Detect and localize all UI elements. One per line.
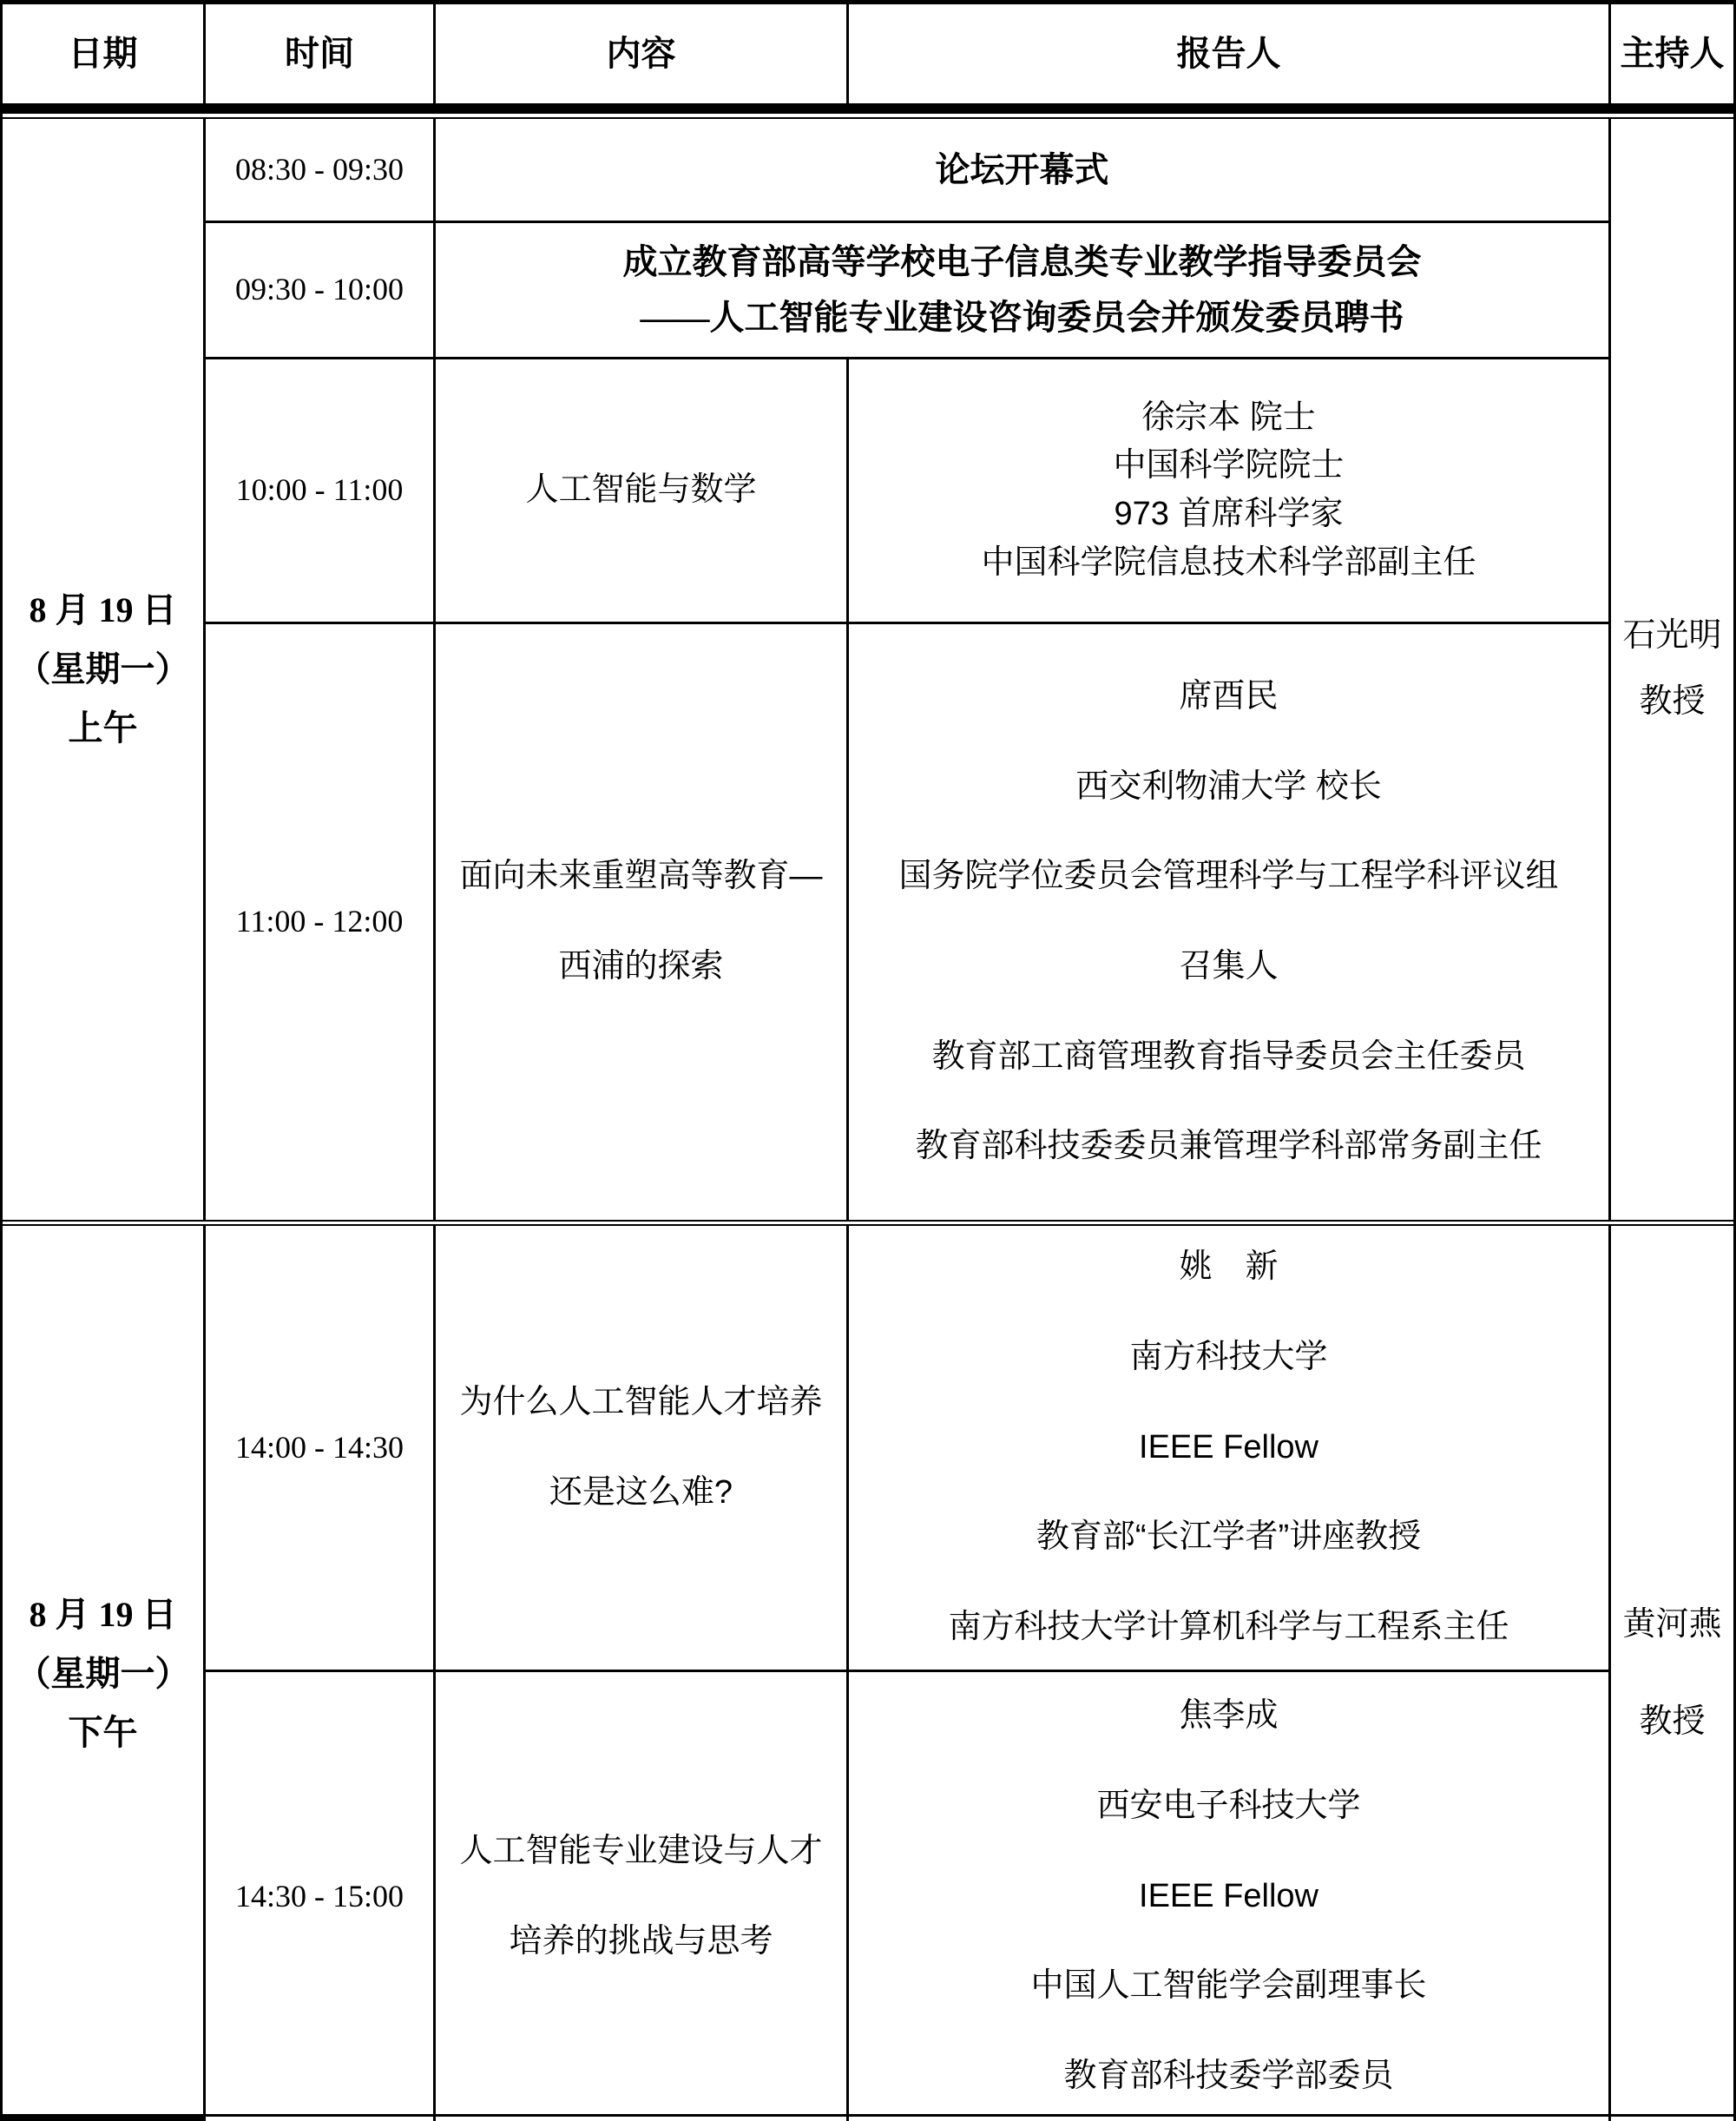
talk-title-line: 为什么人工智能人才培养 xyxy=(459,1383,823,1420)
bottom-thin-border xyxy=(206,2114,1736,2117)
time-cell xyxy=(206,223,436,359)
date-line: 8 月 19 日 xyxy=(29,590,177,629)
time-cell xyxy=(206,624,436,1220)
speaker-line: 973 首席科学家 xyxy=(1114,496,1344,532)
date-line: 上午 xyxy=(68,708,138,748)
host-cell-afternoon xyxy=(1611,1226,1733,2121)
speaker-cell xyxy=(849,624,1611,1220)
header-cell-host xyxy=(1611,4,1733,103)
content-cell xyxy=(436,624,849,1220)
text-line: ——人工智能专业建设咨询委员会并颁发委员聘书 xyxy=(640,298,1404,337)
time-cell xyxy=(206,119,436,223)
header-label: 时间 xyxy=(285,35,354,73)
header-cell-time xyxy=(206,4,436,103)
content-cell xyxy=(436,1672,849,2121)
talk-title-line: 面向未来重塑高等教育— xyxy=(459,858,823,895)
speaker-cell xyxy=(849,359,1611,624)
host-title: 教授 xyxy=(1639,1703,1706,1740)
text-line: 论坛开幕式 xyxy=(935,149,1109,189)
speaker-line: 教育部“长江学者”讲座教授 xyxy=(1036,1518,1422,1556)
time-cell xyxy=(206,1672,436,2121)
time-range: 08:30 - 09:30 xyxy=(235,151,404,187)
header-cell-date xyxy=(3,4,206,103)
speaker-line: IEEE Fellow xyxy=(1139,1877,1318,1914)
time-range: 10:00 - 11:00 xyxy=(235,472,404,508)
date-cell-afternoon xyxy=(3,1226,206,2121)
talk-title-line: 人工智能专业建设与人才 xyxy=(459,1832,823,1869)
talk-title-line: 人工智能与数学 xyxy=(525,471,757,509)
header-cell-content xyxy=(436,4,849,103)
speaker-line: 召集人 xyxy=(1179,948,1279,985)
header-label: 内容 xyxy=(606,35,676,73)
speaker-line: 中国人工智能学会副理事长 xyxy=(1030,1967,1427,2005)
talk-title-line: 西浦的探索 xyxy=(558,948,724,985)
header-divider xyxy=(3,103,1733,119)
divider-thick-bar xyxy=(3,103,1733,114)
host-name: 黄河燕 xyxy=(1622,1605,1722,1643)
speaker-line: 姚 新 xyxy=(1179,1248,1279,1286)
header-label: 主持人 xyxy=(1620,35,1725,73)
section-divider xyxy=(3,1220,1733,1226)
speaker-line: 中国科学院院士 xyxy=(1113,447,1345,484)
speaker-line: 教育部科技委学部委员 xyxy=(1063,2058,1394,2095)
speaker-line: 教育部科技委委员兼管理学科部常务副主任 xyxy=(915,1128,1542,1165)
speaker-line: 焦李成 xyxy=(1179,1697,1279,1735)
header-label: 报告人 xyxy=(1176,35,1281,73)
speaker-line: 徐宗本 院士 xyxy=(1141,399,1316,436)
date-line: （星期一） xyxy=(16,1653,190,1693)
time-range: 14:30 - 15:00 xyxy=(235,1878,404,1914)
merged-content-cell-committee xyxy=(436,223,1611,359)
bottom-thick-border xyxy=(0,2114,206,2121)
talk-title-line: 还是这么难? xyxy=(549,1473,733,1511)
speaker-line: 中国科学院信息技术科学部副主任 xyxy=(981,543,1476,581)
date-line: 8 月 19 日 xyxy=(29,1594,177,1634)
time-cell xyxy=(206,359,436,624)
content-cell xyxy=(436,1226,849,1672)
speaker-cell xyxy=(849,1226,1611,1672)
speaker-cell xyxy=(849,1672,1611,2121)
date-line: （星期一） xyxy=(16,649,190,688)
time-range: 14:00 - 14:30 xyxy=(235,1429,404,1465)
time-range: 11:00 - 12:00 xyxy=(235,904,404,939)
text-line: 成立教育部高等学校电子信息类专业教学指导委员会 xyxy=(622,242,1422,281)
speaker-line: 南方科技大学计算机科学与工程系主任 xyxy=(948,1609,1509,1646)
host-cell-morning xyxy=(1611,119,1733,1220)
speaker-line: 南方科技大学 xyxy=(1129,1338,1328,1375)
host-name: 石光明 xyxy=(1622,617,1722,655)
time-range: 09:30 - 10:00 xyxy=(235,272,404,307)
speaker-line: 西交利物浦大学 校长 xyxy=(1075,767,1382,805)
speaker-line: 教育部工商管理教育指导委员会主任委员 xyxy=(931,1037,1526,1075)
talk-title-line: 培养的挑战与思考 xyxy=(509,1922,773,1960)
date-line: 下午 xyxy=(68,1712,138,1752)
header-label: 日期 xyxy=(68,35,138,73)
speaker-line: 西安电子科技大学 xyxy=(1096,1787,1361,1824)
merged-content-cell-opening xyxy=(436,119,1611,223)
host-title: 教授 xyxy=(1639,683,1706,720)
content-cell xyxy=(436,359,849,624)
header-cell-speaker xyxy=(849,4,1611,103)
speaker-line: 席酉民 xyxy=(1179,677,1279,715)
speaker-line: IEEE Fellow xyxy=(1139,1428,1318,1466)
date-cell-morning xyxy=(3,119,206,1220)
time-cell xyxy=(206,1226,436,1672)
speaker-line: 国务院学位委员会管理科学与工程学科评议组 xyxy=(898,858,1559,895)
